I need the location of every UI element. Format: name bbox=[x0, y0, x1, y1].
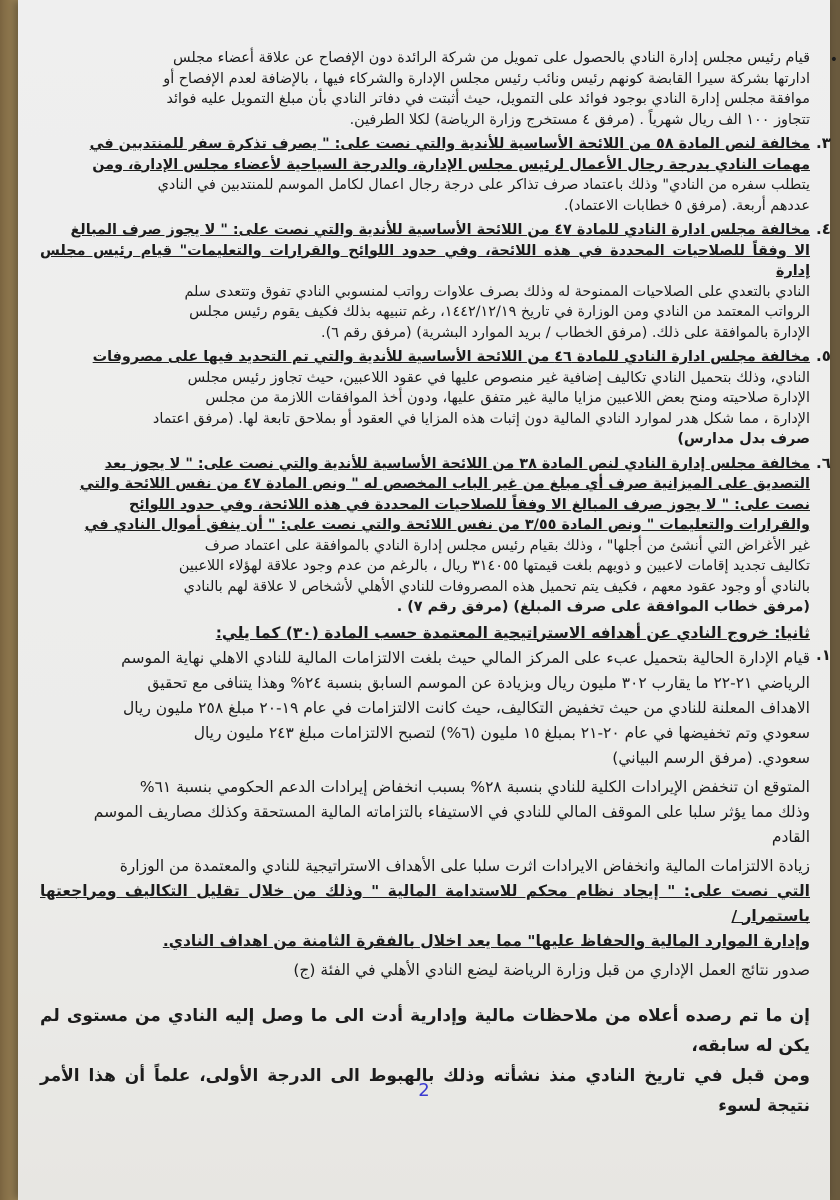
page-number: 2 bbox=[418, 1080, 430, 1101]
section-heading: ثانيا: خروج النادي عن أهدافه الاستراتيجية المعتمدة حسب المادة (٣٠) كما يلي: bbox=[215, 623, 810, 642]
text-line: الرياضي ٢١-٢٢ ما يقارب ٣٠٢ مليون ريال وبزيادة عن الموسم السابق بنسبة ٢٤% وهذا يتنافى مع تحقيق bbox=[147, 673, 810, 692]
strategic-item-4 bbox=[40, 958, 810, 983]
text-line: ادارتها بشركة سيرا القابضة كونهم رئيس ونائب رئيس مجلس الإدارة والشركاء فيها ، بالإضافة لعدم الإفصاح أو bbox=[163, 70, 810, 87]
text-line: تتجاوز ١٠٠ الف ريال شهرياً . (مرفق ٤ مستخرج وزارة الرياضة) لكلا الطرفين. bbox=[349, 111, 810, 128]
text-line: إن ما تم رصده أعلاه من ملاحظات مالية وإدارية أدت الى ما وصل إليه النادي من مستوى لم يكن له سابقه، bbox=[40, 1005, 810, 1056]
strategic-item-1 bbox=[40, 645, 831, 771]
text-line: صدور نتائج العمل الإداري من قبل وزارة الرياضة ليضع النادي الأهلي في الفئة (ج) bbox=[293, 960, 810, 979]
item-number: ٣. bbox=[816, 134, 831, 152]
text-line: مخالفة مجلس إدارة النادي لنص المادة ٣٨ من اللائحة الأساسية للأندية والتي نصت على: " لا يجوز بعد bbox=[104, 455, 810, 472]
text-line: عددهم أربعة. (مرفق ٥ خطابات الاعتماد). bbox=[563, 197, 810, 214]
text-line: موافقة مجلس إدارة النادي بوجود فوائد على التمويل، حيث أثبتت في دفاتر النادي بأن مبلغ التمويل عليه فوائد bbox=[166, 91, 810, 107]
text-line: زيادة الالتزامات المالية وانخفاض الايرادات اثرت سلبا على الأهداف الاستراتيجية للنادي والمعتمدة من الوزارة bbox=[119, 856, 810, 875]
item-number: ٦. bbox=[816, 453, 831, 472]
text-line: قيام رئيس مجلس إدارة النادي بالحصول على تمويل من شركة الرائدة دون الإفصاح عن علاقة أعضاء مجلس bbox=[172, 50, 810, 66]
text-line: ومن قبل في تاريخ النادي منذ نشأته وذلك بالهبوط الى الدرجة الأولى، علماً أن هذا الأمر نتيجة لسوء bbox=[40, 1065, 810, 1116]
conclusion-paragraph bbox=[40, 1001, 810, 1121]
violation-item-3 bbox=[40, 134, 831, 216]
item-number: ٥. bbox=[816, 347, 831, 365]
text-line: بالنادي أو وجود عقود معهم ، فكيف يتم تحميل هذه المصروفات للنادي الأهلي لأشخاص لا علاقة لهم بالنادي bbox=[183, 578, 810, 595]
text-line: الإدارة بالموافقة على ذلك. (مرفق الخطاب / بريد الموارد البشرية) (مرفق رقم ٦). bbox=[321, 324, 810, 341]
text-line: صرف بدل مدارس) bbox=[677, 431, 810, 447]
text-line: الإدارة ، مما شكل هدر لموارد النادي المالية دون إثبات هذه المزايا في العقود أو بملاحق تابعة لها. (مرفق اعتماد bbox=[152, 410, 810, 427]
text-line: المتوقع ان تنخفض الإيرادات الكلية للنادي بنسبة ٢٨% بسبب انخفاض إيرادات الدعم الحكومي بنسبة ٦١% bbox=[139, 777, 810, 796]
text-line: (مرفق خطاب الموافقة على صرف المبلغ) (مرفق رقم ٧) . bbox=[396, 599, 810, 615]
text-line: مهمات النادي بدرجة رجال الأعمال لرئيس مجلس الإدارة، والدرجة السياحية لأعضاء مجلس الإدارة، ومن bbox=[92, 156, 810, 173]
strategic-item-2 bbox=[40, 775, 810, 850]
strategic-item-3 bbox=[40, 854, 810, 954]
text-line: مخالفة مجلس ادارة النادي للمادة ٤٧ من اللائحة الأساسية للأندية والتي نصت على: " لا يجوز صرف المبالغ bbox=[70, 222, 810, 238]
violation-item-4 bbox=[40, 220, 831, 343]
text-line: النادي بالتعدي على الصلاحيات الممنوحة له وذلك بصرف علاوات رواتب لمنسوبي النادي تفوق وتتعدى سلم bbox=[184, 283, 810, 300]
text-line: غير الأغراض التي أنشئ من أجلها" ، وذلك بقيام رئيس مجلس إدارة النادي بالموافقة على اعتماد صرف bbox=[204, 537, 810, 554]
bullet-marker: • bbox=[829, 52, 838, 68]
text-line: تكاليف تجديد إقامات لاعبين و ذويهم بلغت قيمتها ٣١٤٠٥٥ ريال ، بالرغم من عدم وجود علاقة لهؤلاء اللاعبين bbox=[178, 558, 810, 574]
text-line: القادم bbox=[771, 827, 810, 846]
text-line: يتطلب سفره من النادي" وذلك باعتماد صرف تذاكر على درجة رجال اعمال لكامل الموسم للمنتدبين في النادي bbox=[157, 177, 810, 193]
text-line: الاهداف المعلنة للنادي من حيث تخفيض التكاليف، حيث كانت الالتزامات في عام ١٩-٢٠ مبلغ ٢٥٨ مليون ريال bbox=[123, 698, 810, 717]
text-line: نصت على: " لا يجوز صرف المبالغ الا وفقاً للصلاحيات المحددة في هذه اللائحة، وفي حدود اللوائح bbox=[128, 496, 810, 513]
text-line: سعودي وتم تخفيضها في عام ٢٠-٢١ بمبلغ ١٥ مليون (٦%) لتصبح الالتزامات مبلغ ٢٤٣ مليون ريال bbox=[193, 723, 810, 742]
text-line: وذلك مما يؤثر سلبا على الموقف المالي للنادي في الاستيفاء بالتزاماته المالية المستحقة وكذلك مصاريف الموسم bbox=[93, 802, 810, 821]
document-page bbox=[18, 0, 838, 1200]
text-line: وإدارة الموارد المالية والحفاظ عليها" مما يعد اخلال بالفقرة الثامنة من اهداف النادي. bbox=[162, 931, 810, 950]
text-line: قيام الإدارة الحالية بتحميل عبء على المركز المالي حيث بلغت الالتزامات المالية للنادي الاهلي نهاية الموسم bbox=[121, 648, 810, 667]
text-line: الإدارة صلاحيته ومنح بعض اللاعبين مزايا مالية غير متفق عليها، ودون أخذ الموافقات اللازمة من مجلس bbox=[205, 390, 810, 406]
text-line: التي نصت على: " إيجاد نظام محكم للاستدامة المالية " وذلك من خلال تقليل التكاليف ومراجعتها باستمرار / bbox=[40, 881, 810, 925]
text-line: مخالفة مجلس ادارة النادي للمادة ٤٦ من اللائحة الأساسية للأندية والتي تم التحديد فيها على مصروفات bbox=[92, 349, 810, 365]
text-line: النادي، وذلك بتحميل النادي تكاليف إضافية غير منصوص عليها في عقود اللاعبين، حيث تجاوز رئيس مجلس bbox=[187, 369, 810, 386]
text-line: سعودي. (مرفق الرسم البياني) bbox=[612, 748, 810, 767]
text-line: الا وفقاً للصلاحيات المحددة في هذه اللائحة، وفي حدود اللوائح والقرارات والتعليمات" قيام رئيس مجلس إدارة bbox=[40, 242, 810, 279]
text-line: التصديق على الميزانية صرف أي مبلغ من غير الباب المخصص له " ونص المادة ٤٧ من نفس اللائحة والتي bbox=[79, 476, 810, 492]
item-number: ٤. bbox=[816, 220, 831, 238]
text-line: والقرارات والتعليمات " ونص المادة ٣/٥٥ من نفس اللائحة والتي نصت على: " أن ينفق أموال النادي في bbox=[84, 517, 810, 533]
text-line: الرواتب المعتمد من النادي ومن الوزارة في تاريخ ١٤٤٢/١٢/١٩، رغم تنبيهه بذلك فكيف يقوم رئيس مجلس bbox=[189, 304, 810, 320]
intro-paragraph bbox=[40, 48, 838, 130]
violation-item-6 bbox=[40, 453, 831, 618]
document-body bbox=[40, 48, 838, 1121]
item-number: ١. bbox=[816, 645, 831, 664]
section-two-body bbox=[40, 645, 831, 983]
text-line: مخالفة لنص المادة ٥٨ من اللائحة الأساسية للأندية والتي نصت على: " يصرف تذكرة سفر للمنتدبين في bbox=[89, 136, 810, 152]
violation-item-5 bbox=[40, 347, 831, 450]
